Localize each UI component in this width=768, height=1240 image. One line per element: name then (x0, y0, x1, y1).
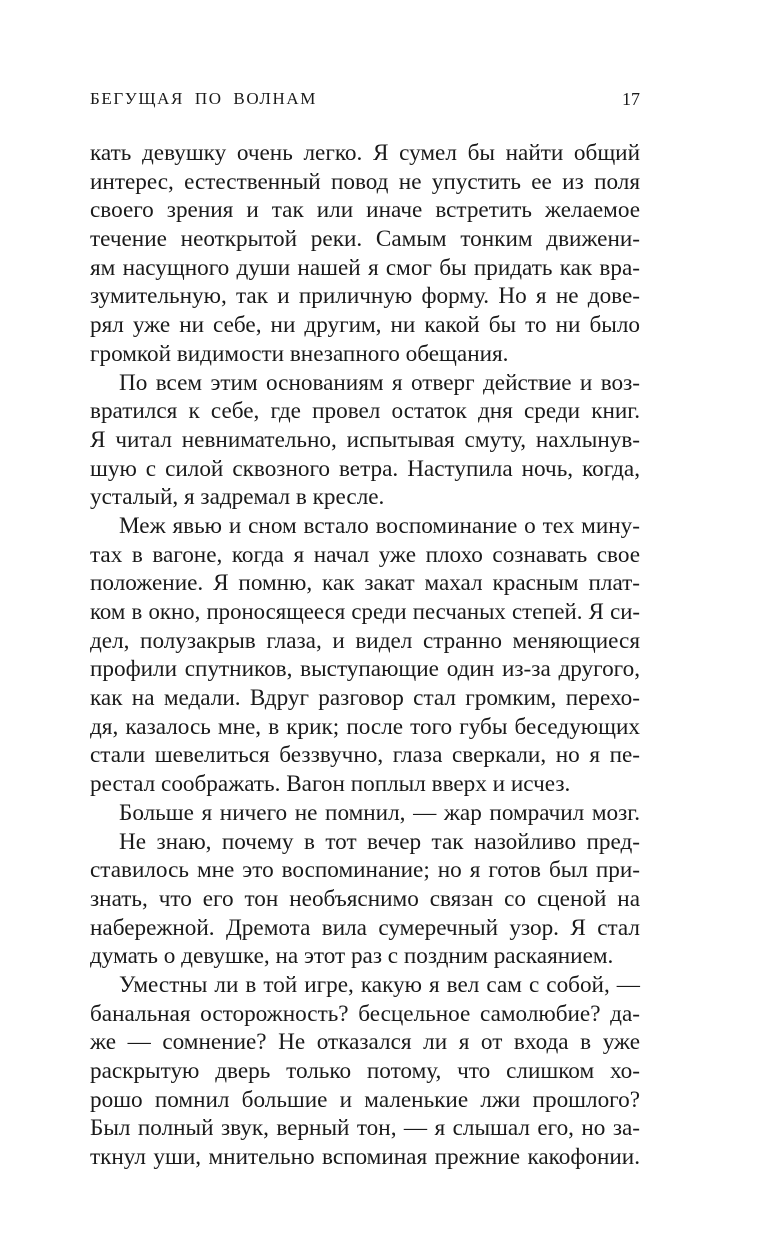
text-line: Был полный звук, верный тон, — я слышал его, но за- (90, 1115, 640, 1142)
text-line: По всем этим основаниям я отверг действие и воз- (119, 369, 640, 396)
text-line: кать девушку очень легко. Я сумел бы найти общий (90, 140, 640, 166)
text-line: Не знаю, почему в тот вечер так назойливо пред- (119, 828, 640, 855)
text-line: банальная осторожность? бесцельное самолюбие? да- (90, 1000, 640, 1027)
text-line: набережной. Дремота вила сумеречный узор. Я стал (90, 914, 640, 941)
text-line: же — сомнение? Не отказался ли я от входа в уже (90, 1029, 640, 1056)
text-line: профили спутников, выступающие один из-за другого, (90, 656, 640, 683)
text-line: громкой видимости внезапного обещания. (90, 340, 509, 367)
running-head (90, 89, 640, 113)
page-number: 17 (622, 89, 640, 109)
text-line: зумительную, так и приличную форму. Но я не дове- (90, 283, 640, 310)
text-line: ком в окно, проносящееся среди песчаных степей. Я си- (90, 599, 640, 624)
text-line: своего зрения и так или иначе встретить желаемое (90, 197, 640, 224)
text-line: дел, полузакрыв глаза, и видел странно меняющиеся (90, 627, 640, 654)
text-line: течение неоткрытой реки. Самым тонким движени- (90, 226, 640, 253)
text-line: шую с силой сквозного ветра. Наступила ночь, когда, (90, 455, 640, 482)
text-line: знать, что его тон необъяснимо связан со сценой на (90, 885, 640, 912)
running-title: БЕГУЩАЯ ПО ВОЛНАМ (90, 89, 317, 108)
text-line: ставилось мне это воспоминание; но я готов был при- (90, 857, 640, 884)
body-text (90, 139, 640, 1172)
text-line: думать о девушке, на этот раз с поздним раскаянием. (90, 943, 614, 970)
text-line: раскрытую дверь только потому, что слишком хо- (90, 1058, 640, 1084)
text-line: положение. Я помню, как закат махал красным плат- (90, 570, 640, 597)
text-line: усталый, я задремал в кресле. (90, 484, 385, 511)
text-line: рошо помнил большие и маленькие лжи прошлого? (90, 1086, 640, 1113)
text-line: рестал соображать. Вагон поплыл вверх и исчез. (90, 771, 571, 798)
text-line: Я читал невнимательно, испытывая смуту, нахлынув- (90, 426, 640, 453)
text-line: стали шевелиться беззвучно, глаза сверкали, но я пе- (90, 742, 640, 769)
text-line: дя, казалось мне, в крик; после того губы беседующих (90, 713, 640, 740)
text-line: рял уже ни себе, ни другим, ни какой бы то ни было (90, 312, 640, 339)
text-line: ткнул уши, мнительно вспоминая прежние какофонии. (90, 1144, 640, 1171)
text-line: тах в вагоне, когда я начал уже плохо сознавать свое (90, 541, 640, 568)
text-line: как на медали. Вдруг разговор стал громким, перехо- (90, 685, 640, 712)
text-line: Больше я ничего не помнил, — жар помрачил мозг. (119, 799, 640, 826)
text-line: вратился к себе, где провел остаток дня среди книг. (90, 398, 640, 425)
text-line: интерес, естественный повод не упустить ее из поля (90, 168, 640, 195)
text-line: ям насущного души нашей я смог бы придать как вра- (90, 254, 640, 281)
text-line: Уместны ли в той игре, какую я вел сам с собой, — (119, 971, 640, 998)
text-line: Меж явью и сном встало воспоминание о тех мину- (119, 512, 640, 539)
